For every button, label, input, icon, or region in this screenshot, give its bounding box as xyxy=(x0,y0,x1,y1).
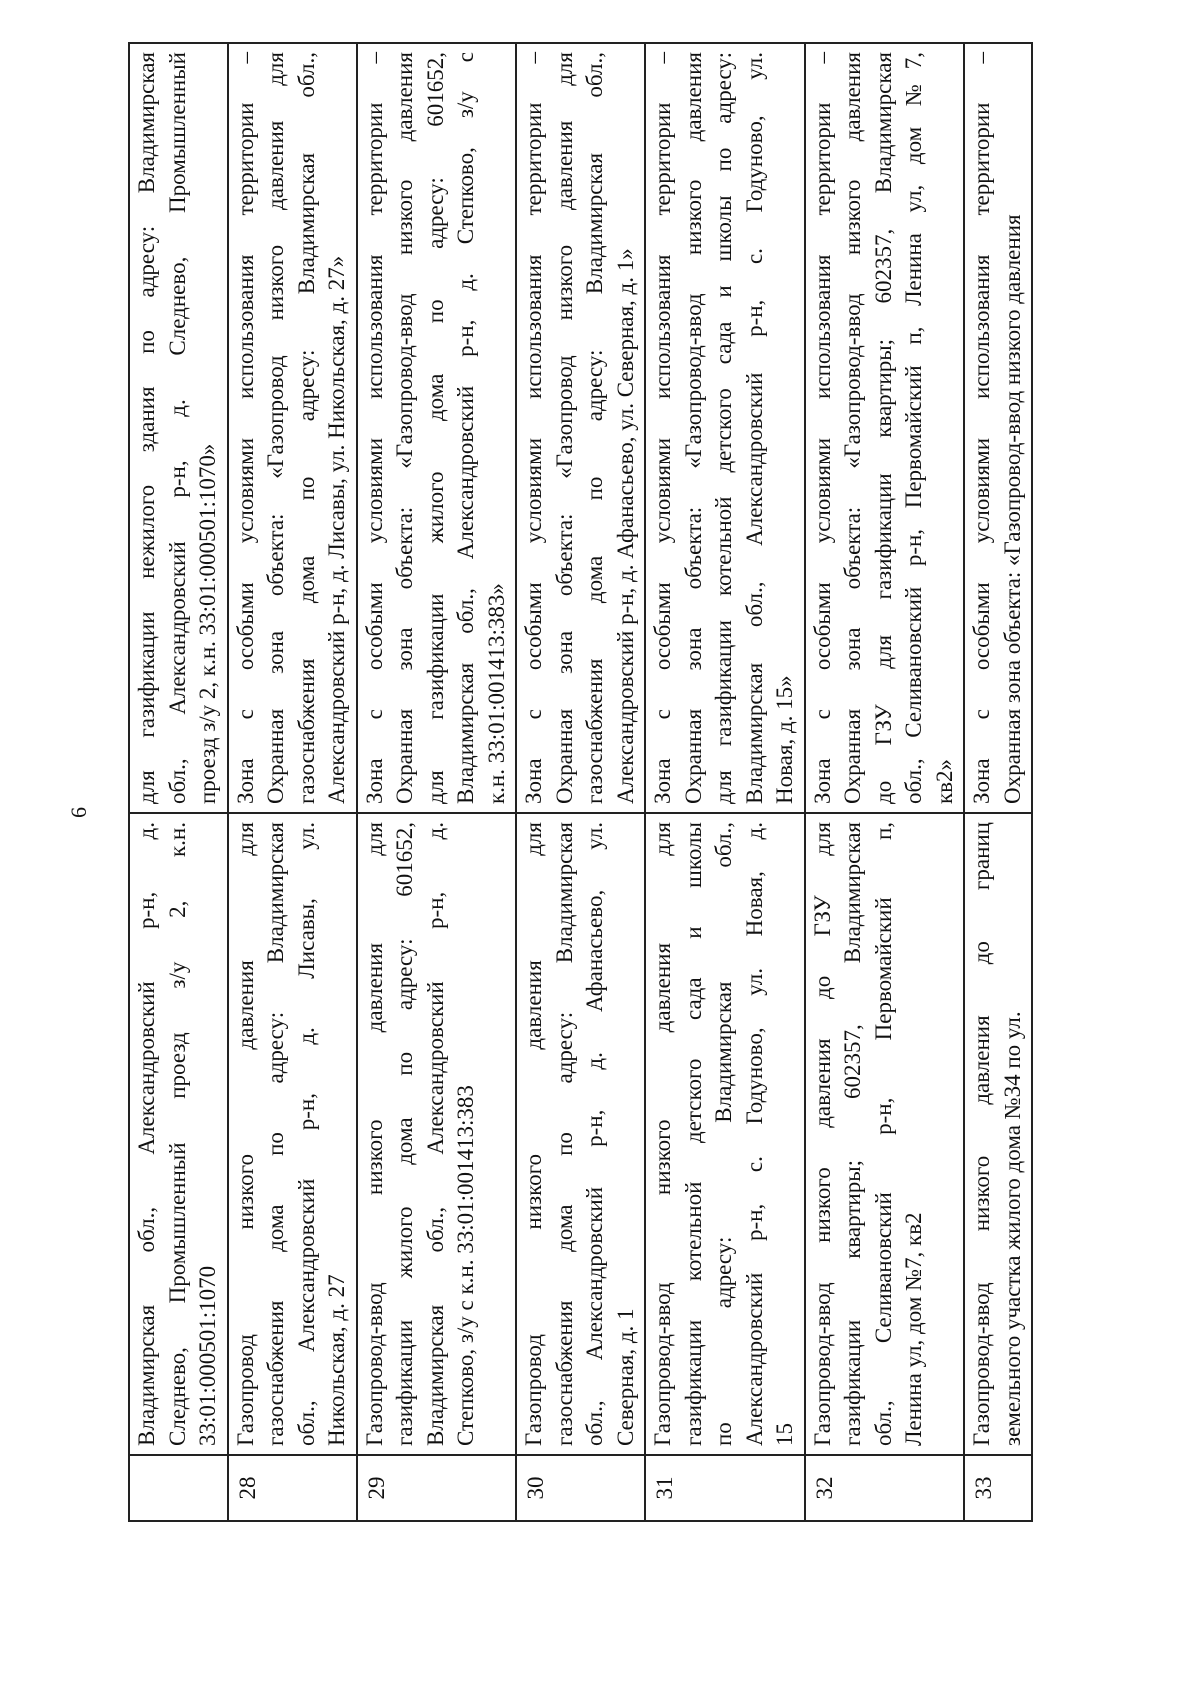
object-name-line: Газопровод-ввод низкого давления до границ xyxy=(969,822,994,1446)
zone-description-line: до ГЗУ для газификации квартиры; 602357, Владимирская xyxy=(870,52,896,804)
zone-description-cell xyxy=(228,43,357,813)
zone-description-line: газоснабжения дома по адресу: Владимирская обл., xyxy=(582,52,607,804)
object-name-line: газификации жилого дома по адресу: 601652, xyxy=(392,822,417,1446)
object-name-line: газификации квартиры; 602357, Владимирская xyxy=(840,822,865,1446)
table-row xyxy=(357,43,517,1521)
zone-description-line: Зона с особыми условиями использования территории – xyxy=(232,52,258,804)
zone-description-line: Охранная зона объекта: «Газопровод низкого давления для xyxy=(551,52,577,804)
zones-table xyxy=(128,42,1033,1522)
object-name-line: обл., Александровский р-н, д. Лисавы, ул. xyxy=(293,822,319,1446)
zone-description-line: проезд з/у 2, к.н. 33:01:000501:1070» xyxy=(195,443,220,804)
object-name-line: Владимирская обл., Александровский р-н, д. xyxy=(134,822,159,1446)
zone-description-line: Зона с особыми условиями использования территории – xyxy=(521,52,546,804)
zone-description-line: обл., Селивановский р-н, Первомайский п, Ленина ул, дом №7, xyxy=(901,52,926,804)
object-name-cell xyxy=(228,813,357,1455)
object-name-line: Никольская, д. 27 xyxy=(324,1274,349,1446)
zone-description-line: Охранная зона объекта: «Газопровод-ввод низкого давления xyxy=(392,52,417,804)
zone-description-line: Охранная зона объекта: «Газопровод-ввод низкого давления xyxy=(680,52,706,804)
zone-description-cell xyxy=(964,43,1032,813)
table-row xyxy=(129,43,228,1521)
zone-description-line: Охранная зона объекта: «Газопровод-ввод низкого давления xyxy=(999,214,1025,804)
zone-description-line: Зона с особыми условиями использования территории – xyxy=(650,52,675,804)
row-number: 28 xyxy=(228,1455,357,1521)
zone-description-line: к.н. 33:01:001413:383» xyxy=(483,583,509,804)
zone-description-line: Зона с особыми условиями использования территории – xyxy=(809,52,835,804)
row-number: 29 xyxy=(357,1455,517,1521)
table-row xyxy=(964,43,1032,1521)
row-number: 30 xyxy=(516,1455,645,1521)
table-row xyxy=(805,43,965,1521)
object-name-line: газоснабжения дома по адресу: Владимирская xyxy=(551,822,577,1446)
zone-description-line: газоснабжения дома по адресу: Владимирская обл., xyxy=(293,52,319,804)
object-name-cell xyxy=(516,813,645,1455)
object-name-line: Ленина ул, дом №7, кв2 xyxy=(901,1212,926,1446)
object-name-line: Северная, д. 1 xyxy=(612,1308,638,1446)
object-name-cell xyxy=(645,813,805,1455)
row-number: 32 xyxy=(805,1455,965,1521)
object-name-line: Газопровод-ввод низкого давления для xyxy=(361,822,387,1446)
object-name-cell xyxy=(964,813,1032,1455)
object-name-line: Газопровод-ввод низкого давления до ГЗУ для xyxy=(809,822,835,1446)
object-name-line: Газопровод низкого давления для xyxy=(232,822,258,1446)
object-name-line: Владимирская обл., Александровский р-н, д. xyxy=(422,822,448,1446)
object-name-line: 33:01:000501:1070 xyxy=(195,1265,220,1446)
object-name-line: Следнево, Промышленный проезд з/у 2, к.н. xyxy=(164,822,190,1446)
table-row xyxy=(516,43,645,1521)
object-name-line: газоснабжения дома по адресу: Владимирская xyxy=(263,822,288,1446)
object-name-line: газификации котельной детского сада и школы xyxy=(680,822,706,1446)
object-name-line: Газопровод низкого давления для xyxy=(521,822,546,1446)
table-row xyxy=(228,43,357,1521)
object-name-line: Степково, з/у с к.н. 33:01:001413:383 xyxy=(453,1085,478,1446)
zone-description-line: Александровский р-н, д. Афанасьево, ул. Северная, д. 1» xyxy=(612,248,638,804)
object-name-cell xyxy=(129,813,228,1455)
zone-description-line: Зона с особыми условиями использования территории – xyxy=(361,52,387,804)
zone-description-cell xyxy=(516,43,645,813)
zone-description-line: Зона с особыми условиями использования территории – xyxy=(969,52,994,804)
zone-description-line: обл., Александровский р-н, д. Следнево, Промышленный xyxy=(164,52,190,804)
object-name-line: 15 xyxy=(772,1423,797,1446)
zones-table-body xyxy=(129,43,1032,1521)
object-name-line: по адресу: Владимирская обл., xyxy=(711,822,736,1446)
zone-description-cell xyxy=(129,43,228,813)
row-number: 33 xyxy=(964,1455,1032,1521)
object-name-line: Александровский р-н, с. Годуново, ул. Новая, д. xyxy=(741,822,767,1446)
zone-description-line: для газификации котельной детского сада и школы по адресу: xyxy=(711,52,736,804)
zone-description-line: Владимирская обл., Александровский р-н, д. Степково, з/у с xyxy=(453,52,478,804)
zone-description-cell xyxy=(805,43,965,813)
zone-description-line: кв2» xyxy=(931,758,957,804)
table-row xyxy=(645,43,805,1521)
zone-description-line: Александровский р-н, д. Лисавы, ул. Никольская, д. 27» xyxy=(324,255,349,804)
object-name-cell xyxy=(805,813,965,1455)
zone-description-cell xyxy=(645,43,805,813)
zone-description-line: Новая, д. 15» xyxy=(772,675,797,804)
object-name-line: земельного участка жилого дома №34 по ул. xyxy=(999,1011,1025,1446)
page-number: 6 xyxy=(66,807,91,818)
object-name-cell xyxy=(357,813,517,1455)
object-name-line: Газопровод-ввод низкого давления для xyxy=(650,822,675,1446)
zone-description-line: Владимирская обл., Александровский р-н, с. Годуново, ул. xyxy=(741,52,767,804)
zone-description-line: для газификации жилого дома по адресу: 601652, xyxy=(422,52,448,804)
zone-description-cell xyxy=(357,43,517,813)
zone-description-line: Охранная зона объекта: «Газопровод низкого давления для xyxy=(263,52,288,804)
rotated-table-wrapper xyxy=(128,44,1200,1522)
zone-description-line: для газификации нежилого здания по адресу: Владимирская xyxy=(134,52,159,804)
row-number xyxy=(129,1455,228,1521)
zone-description-line: Охранная зона объекта: «Газопровод-ввод низкого давления xyxy=(840,52,865,804)
object-name-line: обл., Александровский р-н, д. Афанасьево, ул. xyxy=(582,822,607,1446)
row-number: 31 xyxy=(645,1455,805,1521)
object-name-line: обл., Селивановский р-н, Первомайский п, xyxy=(870,822,896,1446)
